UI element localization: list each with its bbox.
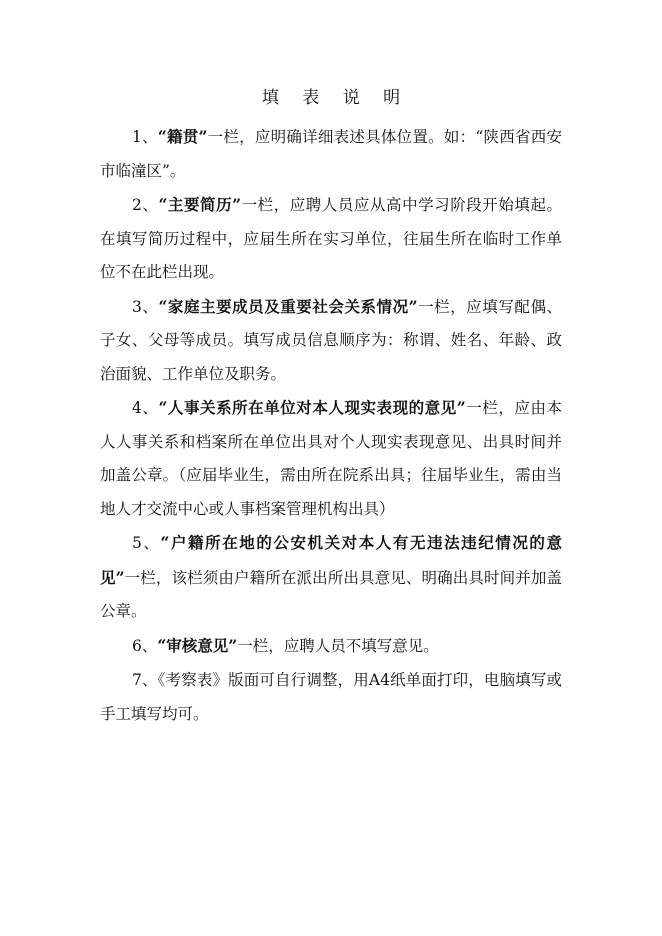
item-text: 一栏，应明确详细表述具体位置。如：“陕西省西安市临潼区”。 [100, 128, 562, 180]
page-title: 填 表 说 明 [261, 88, 410, 108]
item-keyword: “户籍所在地的公安机关对本人有无违法违纪情况的意见” [100, 533, 562, 587]
item-number: 1、 [132, 128, 158, 146]
instruction-item [100, 526, 562, 629]
item-keyword: “主要简历” [158, 195, 242, 214]
item-text: 一栏，应聘人员不填写意见。 [237, 636, 439, 655]
instructions-body [100, 120, 562, 731]
item-text: 《考察表》版面可自行调整，用A4纸单面打印，电脑填写或手工填写均可。 [100, 671, 562, 723]
item-keyword: “籍贯” [157, 127, 208, 146]
instruction-item [100, 663, 562, 731]
item-keyword: “家庭主要成员及重要社会关系情况” [158, 296, 418, 316]
item-number: 5、 [132, 534, 161, 552]
item-text: 一栏，应聘人员应从高中学习阶段开始填起。在填写简历过程中，应届生所在实习单位，往届生所在临时工作单位不在此栏出现。 [100, 196, 562, 281]
item-keyword: “人事关系所在单位对本人现实表现的意见” [158, 398, 466, 417]
item-number: 2、 [132, 196, 159, 214]
instruction-item [100, 290, 562, 392]
item-number: 7、 [132, 671, 158, 689]
item-keyword: “审核意见” [157, 635, 238, 655]
instruction-item [100, 188, 562, 290]
item-text: 一栏，该栏须由户籍所在派出所出具意见、明确出具时间并加盖公章。 [100, 568, 562, 620]
item-number: 3、 [132, 297, 159, 316]
item-text: 一栏，应填写配偶、子女、父母等成员。填写成员信息顺序为：称谓、姓名、年龄、政治面貌、工作单位及职务。 [100, 297, 562, 383]
item-number: 4、 [132, 399, 159, 417]
item-number: 6、 [132, 636, 158, 655]
instruction-item [100, 120, 562, 188]
instruction-item [100, 391, 562, 526]
instruction-item [100, 629, 562, 664]
item-text: 一栏，应由本人人事关系和档案所在单位出具对个人现实表现意见、出具时间并加盖公章。（应届毕业生，需由所在院系出具；往届毕业生，需由当地人才交流中心或人事档案管理机构出具） [100, 399, 562, 518]
